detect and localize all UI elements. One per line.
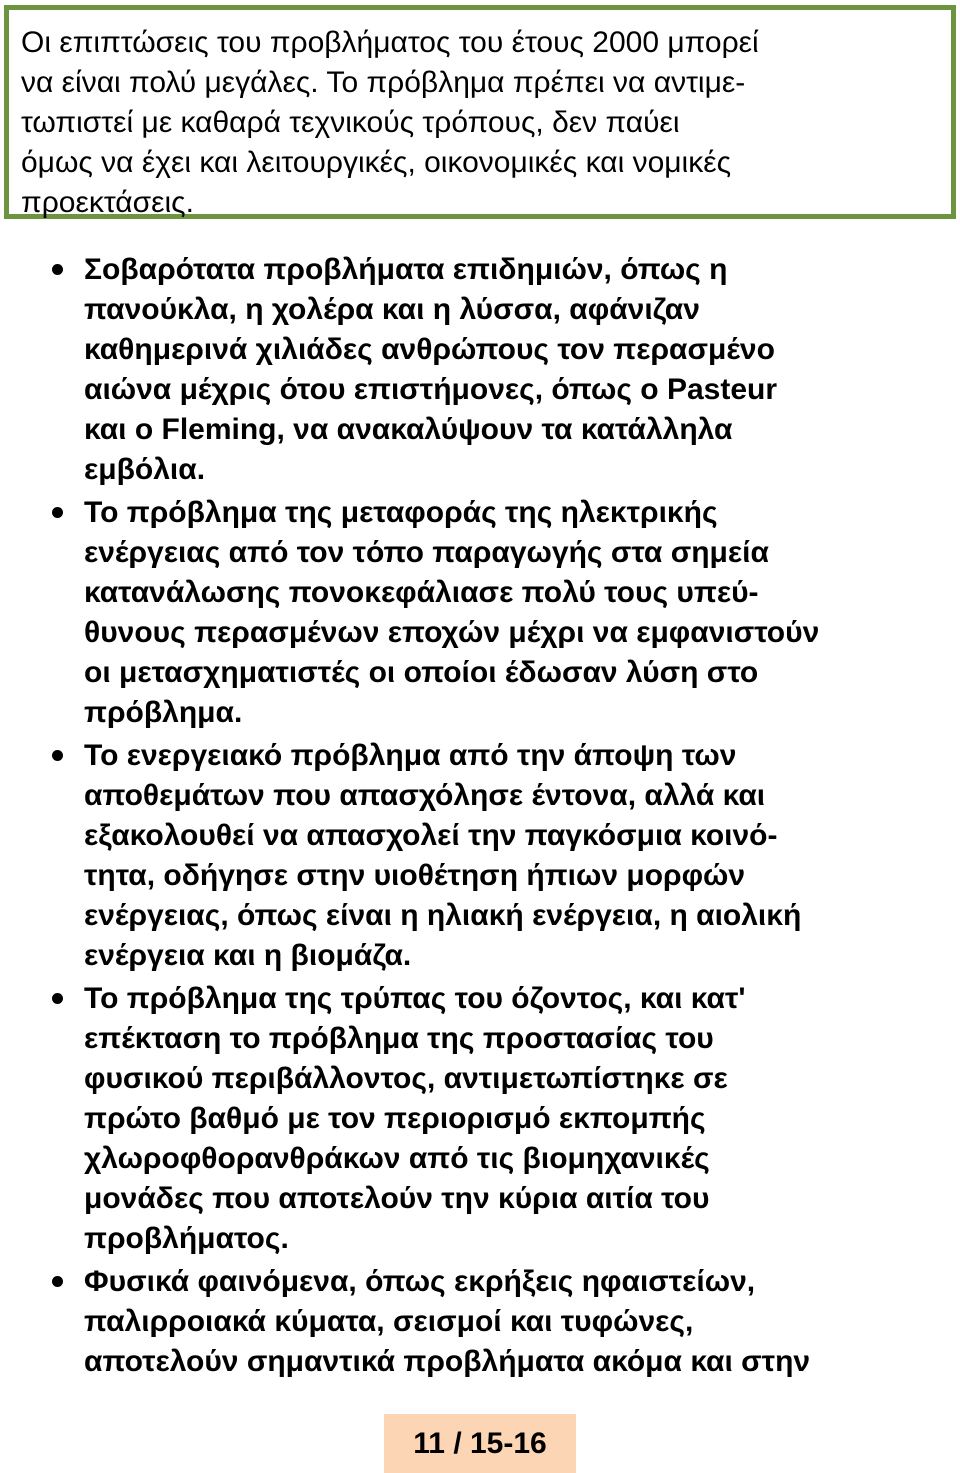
- list-item-text: Το ενεργειακό πρόβλημα από την άποψη των αποθεμάτων που απασχόλησε έντονα, αλλά και εξακολουθεί να απασχολεί την παγκόσμια κοινό- τητα, οδήγησε στην υιοθέτηση ήπιων μορφών ενέργειας, όπως είναι η ηλιακή ενέργεια, η αιολική ενέργεια και η βιομάζα.: [84, 739, 802, 972]
- list-item-text: Το πρόβλημα της τρύπας του όζοντος, και κατ' επέκταση το πρόβλημα της προστασίας του φυσικού περιβάλλοντος, αντιμετωπίστηκε σε πρώτο βαθμό με τον περιορισμό εκπομπής χλωροφθορανθράκων από τις βιομηχανικές μονάδες που αποτελούν την κύρια αιτία του προβλήματος.: [84, 982, 746, 1255]
- bullet-dot-icon: [52, 750, 63, 761]
- list-item: [0, 736, 960, 976]
- list-item: [0, 493, 960, 733]
- bullet-dot-icon: [52, 264, 63, 275]
- bullet-dot-icon: [52, 507, 63, 518]
- intro-box: [4, 5, 956, 219]
- list-item-text: Φυσικά φαινόμενα, όπως εκρήξεις ηφαιστείων, παλιρροιακά κύματα, σεισμοί και τυφώνες, αποτελούν σημαντικά προβλήματα ακόμα και στην: [84, 1265, 811, 1378]
- list-item: [0, 1262, 960, 1382]
- list-item: [0, 979, 960, 1259]
- list-item-text: Σοβαρότατα προβλήματα επιδημιών, όπως η πανούκλα, η χολέρα και η λύσσα, αφάνιζαν καθημερινά χιλιάδες ανθρώπους τον περασμένο αιώνα μέχρις ότου επιστήμονες, όπως ο Pasteur και ο Fleming, να ανακαλύψουν τα κατάλληλα εμβόλια.: [84, 253, 778, 486]
- list-item-text: Το πρόβλημα της μεταφοράς της ηλεκτρικής ενέργειας από τον τόπο παραγωγής στα σημεία κατανάλωσης πονοκεφάλιασε πολύ τους υπεύ- θυνους περασμένων εποχών μέχρι να εμφανιστούν οι μετασχηματιστές οι οποίοι έδωσαν λύση στο πρόβλημα.: [84, 496, 820, 729]
- intro-paragraph: Οι επιπτώσεις του προβλήματος του έτους 2000 μπορεί να είναι πολύ μεγάλες. Το πρόβλημα πρέπει να αντιμε- τωπιστεί με καθαρά τεχνικούς τρόπους, δεν παύει όμως να έχει και λειτουργικές, οικονομικές και νομικές προεκτάσεις.: [21, 26, 759, 219]
- page-number: 11 / 15-16: [384, 1414, 576, 1473]
- bullet-dot-icon: [52, 1276, 63, 1287]
- bullet-dot-icon: [52, 993, 63, 1004]
- bullet-list: [0, 250, 960, 1385]
- list-item: [0, 250, 960, 490]
